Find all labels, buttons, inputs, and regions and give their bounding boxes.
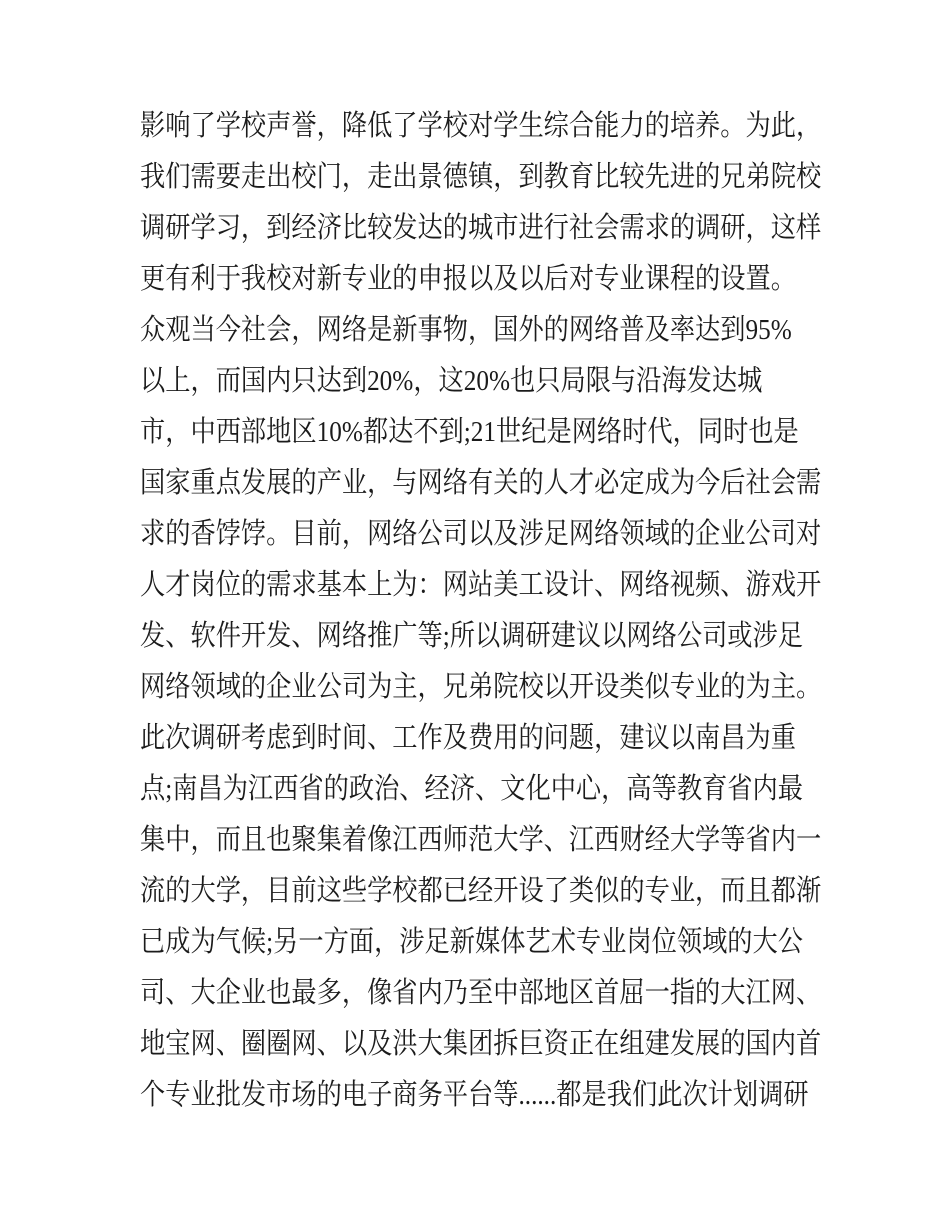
- document-line: 求的香饽饽。目前，网络公司以及涉足网络领域的企业公司对: [140, 518, 822, 550]
- document-line: 人才岗位的需求基本上为：网站美工设计、网络视频、游戏开: [140, 569, 822, 601]
- document-line: 我们需要走出校门，走出景德镇，到教育比较先进的兄弟院校: [140, 161, 822, 193]
- document-line: 更有利于我校对新专业的申报以及以后对专业课程的设置。: [140, 263, 796, 295]
- document-line: 集中，而且也聚集着像江西师范大学、江西财经大学等省内一: [140, 824, 822, 856]
- document-text-block: [140, 101, 827, 1121]
- document-line: 影响了学校声誉，降低了学校对学生综合能力的培养。为此，: [140, 110, 822, 142]
- document-line: 市，中西部地区10%都达不到;21世纪是网络时代，同时也是: [140, 416, 799, 448]
- document-line: 以上，而国内只达到20%，这20%也只局限与沿海发达城: [140, 365, 763, 397]
- document-line: 众观当今社会，网络是新事物，国外的网络普及率达到95%: [140, 314, 792, 346]
- document-line: 发、软件开发、网络推广等;所以调研建议以网络公司或涉足: [140, 620, 803, 652]
- document-line: 已成为气候;另一方面，涉足新媒体艺术专业岗位领域的大公: [140, 926, 803, 958]
- document-line: 地宝网、圈圈网、以及洪大集团拆巨资正在组建发展的国内首: [140, 1028, 822, 1060]
- document-line: 个专业批发市场的电子商务平台等......都是我们此次计划调研: [140, 1079, 809, 1111]
- document-line: 国家重点发展的产业，与网络有关的人才必定成为今后社会需: [140, 467, 822, 499]
- document-line: 司、大企业也最多，像省内乃至中部地区首屈一指的大江网、: [140, 977, 822, 1009]
- document-line: 点;南昌为江西省的政治、经济、文化中心，高等教育省内最: [140, 773, 803, 805]
- document-line: 流的大学，目前这些学校都已经开设了类似的专业，而且都渐: [140, 875, 822, 907]
- document-line: 网络领域的企业公司为主，兄弟院校以开设类似专业的为主。: [140, 671, 822, 703]
- document-line: 此次调研考虑到时间、工作及费用的问题，建议以南昌为重: [140, 722, 796, 754]
- document-line: 调研学习，到经济比较发达的城市进行社会需求的调研，这样: [140, 212, 822, 244]
